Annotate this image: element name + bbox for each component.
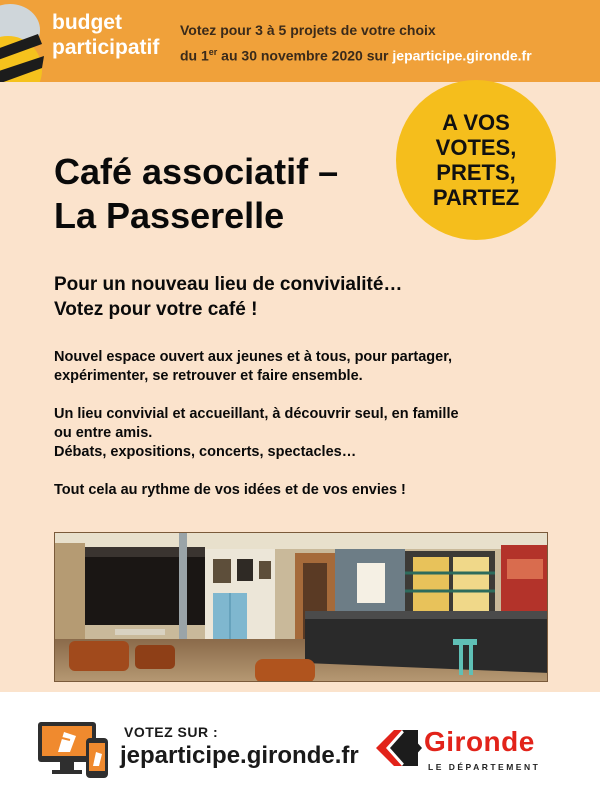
gironde-arrow-logo-icon — [376, 726, 430, 770]
subtitle-line-2: Votez pour votre café ! — [54, 299, 258, 320]
header-info — [180, 19, 532, 67]
project-title-line-1: Café associatif – — [54, 151, 339, 192]
subtitle-line-1: Pour un nouveau lieu de convivialité… — [54, 274, 403, 295]
brand-name — [52, 10, 159, 60]
gironde-subtitle: LE DÉPARTEMENT — [428, 762, 541, 772]
cafe-interior-photo — [54, 532, 548, 682]
vote-devices-icon — [36, 718, 112, 780]
footer — [0, 692, 600, 800]
badge-line: VOTES, — [435, 135, 517, 160]
header-site-link[interactable]: jeparticipe.gironde.fr — [392, 47, 532, 64]
brand-line-1: budget — [52, 11, 122, 34]
bee-icon — [0, 0, 52, 82]
project-title — [54, 150, 338, 238]
project-title-line-2: La Passerelle — [54, 195, 285, 236]
brand-line-2: participatif — [52, 36, 160, 59]
header-info-line-1: Votez pour 3 à 5 projets de votre choix — [180, 22, 436, 38]
vote-label: VOTEZ SUR : — [124, 724, 219, 740]
call-to-vote-badge — [396, 80, 556, 240]
vote-site-link[interactable]: jeparticipe.gironde.fr — [120, 742, 359, 769]
project-subtitle — [54, 272, 402, 322]
header-info-line-2: du 1er au 30 novembre 2020 sur jeparticipe.gironde.fr — [180, 47, 532, 64]
project-description — [54, 348, 554, 519]
gironde-wordmark: Gironde — [424, 726, 535, 757]
header-banner — [0, 0, 600, 82]
description-paragraph: Tout cela au rythme de vos idées et de vos envies ! — [54, 482, 406, 498]
badge-line: PRETS, — [436, 160, 516, 185]
description-paragraph: Un lieu convivial et accueillant, à découvrir seul, en famille ou entre amis. Débats, expositions, concerts, spectacles… — [54, 406, 459, 460]
badge-line: A VOS — [442, 110, 510, 135]
badge-line: PARTEZ — [432, 185, 520, 210]
description-paragraph: Nouvel espace ouvert aux jeunes et à tous, pour partager, expérimenter, se retrouver et faire ensemble. — [54, 349, 453, 384]
